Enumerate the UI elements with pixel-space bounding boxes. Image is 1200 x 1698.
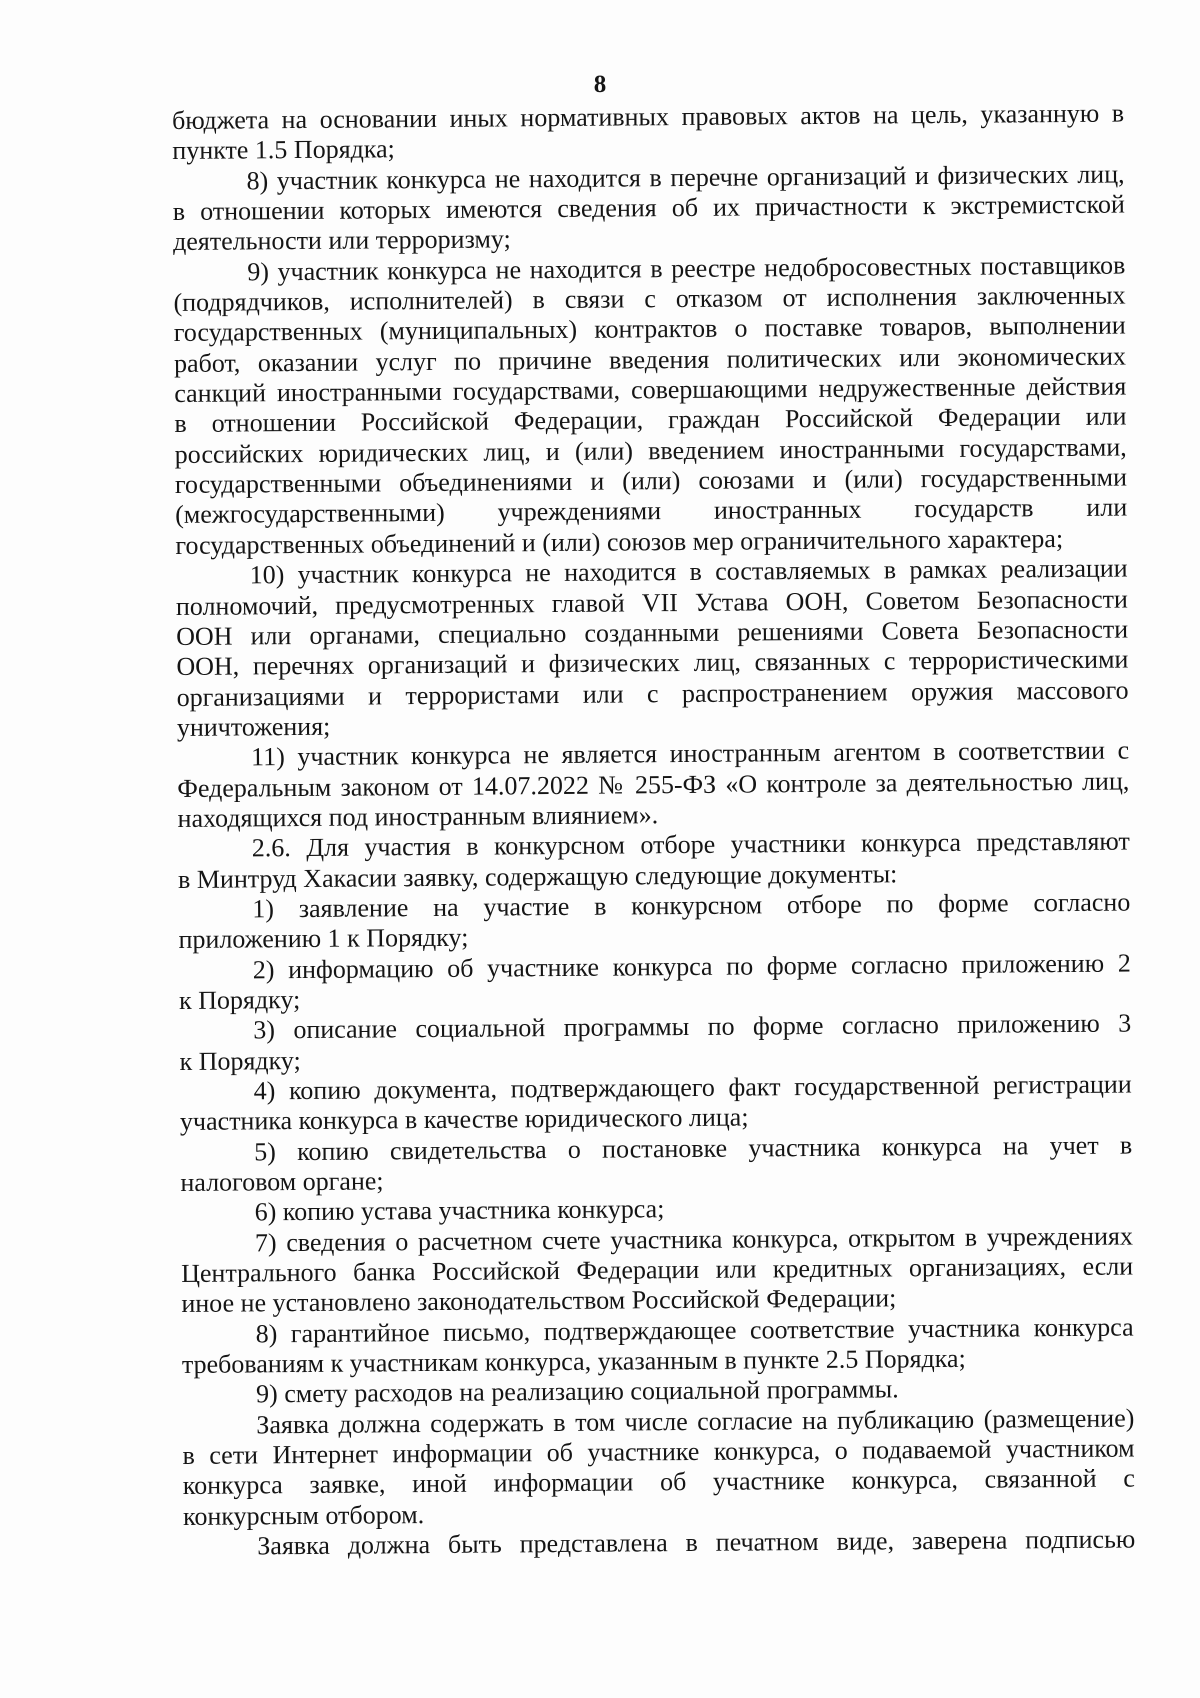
text-line: иное не установлено законодательством Российской Федерации; bbox=[181, 1283, 897, 1319]
text-line: 5) копию свидетельства о постановке участника конкурса на учет в bbox=[254, 1130, 1133, 1167]
text-line: в отношении Российской Федерации, граждан Российской Федерации или bbox=[174, 401, 1127, 439]
text-line: ООН или органами, специально созданными решениями Совета Безопасности bbox=[176, 614, 1129, 651]
text-line: бюджета на основании иных нормативных правовых актов на цель, указанную в bbox=[172, 98, 1125, 135]
text-line: российских юридических лиц, и (или) введением иностранными государствами, bbox=[174, 432, 1127, 469]
text-line: 8) участник конкурса не находится в перечне организаций и физических лиц, bbox=[246, 159, 1125, 196]
text-line: участника конкурса в качестве юридического лица; bbox=[179, 1102, 749, 1137]
text-line: государственными объединениями и (или) союзами и (или) государственными bbox=[174, 462, 1128, 500]
text-line: организациями и террористами или с распространением оружия массового bbox=[176, 675, 1129, 712]
text-line: 8) гарантийное письмо, подтверждающее соответствие участника конкурса bbox=[255, 1312, 1134, 1349]
text-line: уничтожения; bbox=[176, 711, 331, 742]
text-line: 7) сведения о расчетном счете участника конкурса, открытом в учреждениях bbox=[254, 1221, 1134, 1258]
text-line: налоговом органе; bbox=[180, 1166, 384, 1197]
text-line: Заявка должна быть представлена в печатном виде, заверена подписью bbox=[257, 1524, 1136, 1561]
text-line: ООН, перечнях организаций и физических лиц, связанных с террористическими bbox=[176, 644, 1129, 682]
document-body bbox=[172, 99, 1135, 1563]
text-line: требованиям к участникам конкурса, указанным в пункте 2.5 Порядка; bbox=[181, 1343, 966, 1380]
text-line: конкурса заявке, иной информации об участнике конкурса, связанной с bbox=[182, 1463, 1135, 1501]
text-line: к Порядку; bbox=[178, 984, 301, 1015]
text-line: 6) копию устава участника конкурса; bbox=[254, 1194, 665, 1227]
text-line: в отношении которых имеются сведения об их причастности к экстремистской bbox=[172, 189, 1125, 227]
text-line: работ, оказании услуг по причине введения политических или экономических bbox=[173, 341, 1127, 378]
text-line: (межгосударственными) учреждениями иностранных государств или bbox=[175, 492, 1128, 530]
text-line: Центрального банка Российской Федерации или кредитных организациях, если bbox=[181, 1251, 1134, 1289]
page-number: 8 bbox=[593, 71, 607, 98]
text-line: приложению 1 к Порядку; bbox=[178, 922, 469, 955]
text-line: 3) описание социальной программы по форме согласно приложению 3 bbox=[253, 1008, 1132, 1045]
text-line: (подрядчиков, исполнителей) в связи с отказом от исполнения заключенных bbox=[173, 280, 1126, 318]
text-line: 1) заявление на участие в конкурсном отборе по форме согласно bbox=[252, 887, 1131, 924]
text-line: конкурсным отбором. bbox=[182, 1499, 425, 1531]
text-line: 4) копию документа, подтверждающего факт государственной регистрации bbox=[253, 1069, 1132, 1106]
text-line: государственных (муниципальных) контрактов о поставке товаров, выполнении bbox=[173, 310, 1126, 348]
text-line: государственных объединений и (или) союзов мер ограничительного характера; bbox=[175, 523, 1064, 560]
text-line: Заявка должна содержать в том числе согласие на публикацию (размещение) bbox=[256, 1403, 1135, 1440]
text-line: 2) информацию об участнике конкурса по форме согласно приложению 2 bbox=[252, 948, 1131, 985]
text-line: пункте 1.5 Порядка; bbox=[172, 134, 395, 166]
text-line: 9) участник конкурса не находится в реестре недобросовестных поставщиков bbox=[247, 250, 1126, 287]
text-line: 11) участник конкурса не является иностранным агентом в соответствии с bbox=[251, 735, 1130, 772]
text-line: в сети Интернет информации об участнике конкурса, о подаваемой участником bbox=[182, 1433, 1135, 1471]
text-line: полномочий, предусмотренных главой VII Устава ООН, Советом Безопасности bbox=[175, 584, 1129, 621]
text-line: к Порядку; bbox=[179, 1045, 301, 1076]
text-line: 9) смету расходов на реализацию социальной программы. bbox=[256, 1374, 899, 1409]
text-line: 10) участник конкурса не находится в составляемых в рамках реализации bbox=[249, 553, 1128, 590]
text-line: находящихся под иностранным влиянием». bbox=[177, 800, 659, 833]
text-line: в Минтруд Хакасии заявку, содержащую следующие документы: bbox=[177, 858, 898, 894]
text-line: 2.6. Для участия в конкурсном отборе участники конкурса представляют bbox=[251, 826, 1130, 863]
text-line: деятельности или терроризму; bbox=[172, 224, 511, 257]
text-line: санкций иностранными государствами, совершающими недружественные действия bbox=[174, 371, 1127, 409]
text-line: Федеральным законом от 14.07.2022 № 255-ФЗ «О контроле за деятельностью лиц, bbox=[177, 766, 1130, 803]
